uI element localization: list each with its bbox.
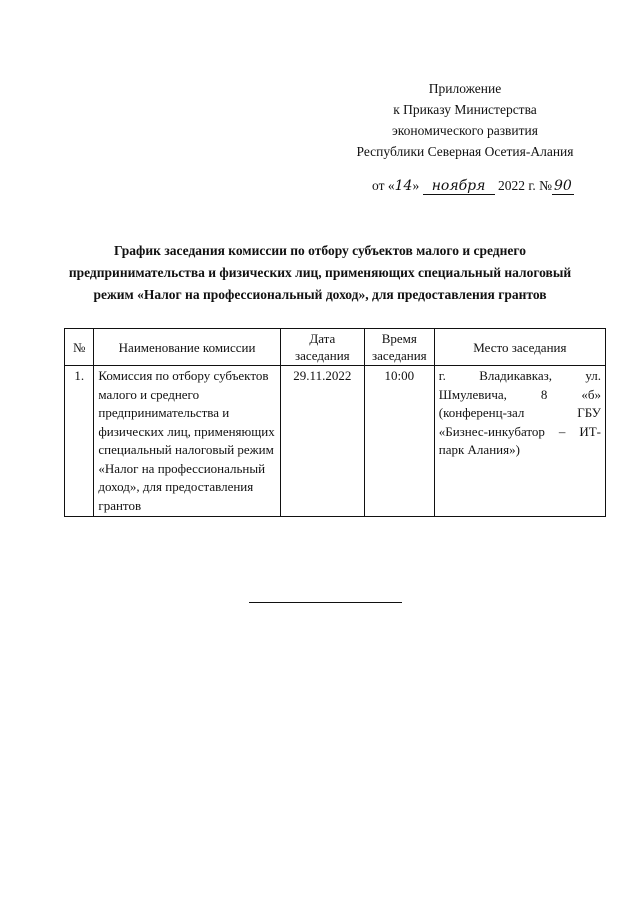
order-year: 2022 г. №	[497, 178, 552, 193]
appendix-line-2: к Приказу Министерства	[393, 102, 537, 117]
appendix-title: Приложение	[428, 81, 502, 96]
document-title: График заседания комиссии по отбору субъектов малого и среднего предпринимательства и физических лиц, применяющих специальный налоговый режим «Налог на профессиональный доход», для предоставления грантов	[68, 243, 572, 302]
order-reference	[372, 178, 574, 195]
appendix-line-3: экономического развития	[392, 123, 538, 138]
table-header-row	[65, 329, 606, 366]
order-prefix: от «	[372, 178, 395, 193]
row-meeting-date: 29.11.2022	[280, 366, 364, 517]
header-commission-name: Наименование комиссии	[94, 329, 280, 366]
table-row	[65, 366, 606, 517]
row-number: 1.	[65, 366, 94, 517]
row-meeting-place: г. Владикавказ, ул. Шмулевича, 8 «б» (конференц-зал ГБУ «Бизнес-инкубатор – ИТ-парк Алания»)	[434, 366, 605, 517]
header-meeting-time: Время заседания	[364, 329, 434, 366]
order-day-close: »	[412, 178, 420, 193]
appendix-block	[300, 78, 630, 162]
row-commission-name: Комиссия по отбору субъектов малого и среднего предпринимательства и физических лиц, применяющих специальный налоговый режим «Налог на профессиональный доход», для предоставления грантов	[94, 366, 280, 517]
order-month: ноября	[423, 178, 495, 195]
order-day: 14	[394, 178, 413, 194]
header-meeting-place: Место заседания	[434, 329, 605, 366]
order-number: 90	[553, 178, 572, 194]
appendix-line-4: Республики Северная Осетия-Алания	[356, 144, 574, 159]
row-meeting-time: 10:00	[364, 366, 434, 517]
header-number: №	[65, 329, 94, 366]
schedule-table	[64, 328, 606, 517]
closing-divider	[249, 602, 402, 603]
header-meeting-date: Дата заседания	[280, 329, 364, 366]
